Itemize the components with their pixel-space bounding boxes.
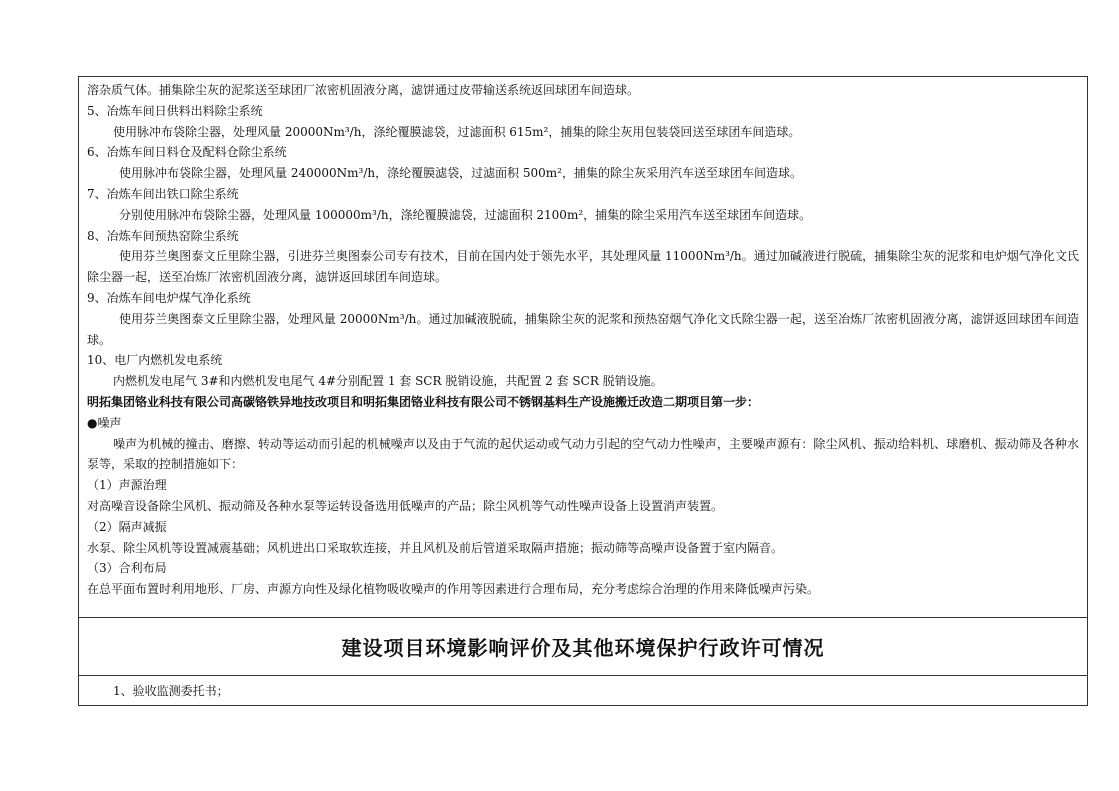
subsection-heading: 9、冶炼车间电炉煤气净化系统 [87,290,251,305]
text-paragraph [87,309,1079,351]
subsection-heading: 8、冶炼车间预热窑除尘系统 [87,228,239,243]
text-line: 内燃机发电尾气 3#和内燃机发电尾气 4#分别配置 1 套 SCR 脱销设施，共配置 2 套 SCR 脱销设施。 [113,374,663,389]
paragraph-text: 使用芬兰奥图泰文丘里除尘器，引进芬兰奥图泰公司专有技术，目前在国内处于领先水平，其处理风量 11000Nm³/h。通过加碱液进行脱硫，捕集除尘灰的泥浆和电炉烟气净化文氏除尘器一起，送至冶炼厂浓密机固液分离，滤饼返回球团车间造球。 [87,249,1079,285]
subsection-heading: （3）合利布局 [87,561,167,576]
subsection-heading: 5、冶炼车间日供料出料除尘系统 [87,103,263,118]
text-line: 使用脉冲布袋除尘器，处理风量 20000Nm³/h，涤纶覆膜滤袋，过滤面积 615m²，捕集的除尘灰用包装袋回送至球团车间造球。 [113,124,801,139]
text-line: 对高噪音设备除尘风机、振动筛及各种水泵等运转设备选用低噪声的产品；除尘风机等气动性噪声设备上设置消声装置。 [87,498,724,513]
text-paragraph [87,434,1079,476]
subsection-heading: （1）声源治理 [87,478,167,493]
noise-heading: ●噪声 [87,415,122,430]
attachment-item: 1、验收监测委托书； [113,684,229,698]
text-paragraph [87,246,1079,288]
measures-content-cell [79,77,1087,618]
section-title-cell [79,618,1087,676]
text-line: 使用脉冲布袋除尘器，处理风量 240000Nm³/h，涤纶覆膜滤袋，过滤面积 500m²，捕集的除尘灰采用汽车送至球团车间造球。 [119,166,802,181]
attachment-list-cell [79,676,1087,705]
project-heading: 明拓集团铬业科技有限公司高碳铬铁异地技改项目和明拓集团铬业科技有限公司不锈钢基料生产设施搬迁改造二期项目第一步： [87,394,760,409]
text-line: 水泵、除尘风机等设置减震基础；风机进出口采取软连接，并且风机及前后管道采取隔声措施；振动筛等高噪声设备置于室内隔音。 [87,540,784,555]
paragraph-text: 使用芬兰奥图泰文丘里除尘器，处理风量 20000Nm³/h。通过加碱液脱硫，捕集除尘灰的泥浆和预热窑烟气净化文氏除尘器一起，送至冶炼厂浓密机固液分离，滤饼返回球团车间造球。 [87,311,1079,347]
subsection-heading: （2）隔声减振 [87,519,167,534]
paragraph-text: 噪声为机械的撞击、磨擦、转动等运动而引起的机械噪声以及由于气流的起伏运动或气动力引起的空气动力性噪声，主要噪声源有：除尘风机、振动给料机、球磨机、振动筛及各种水泵等，采取的控制措施如下： [87,436,1079,472]
text-line: 在总平面布置时利用地形、厂房、声源方向性及绿化植物吸收噪声的作用等因素进行合理布局，充分考虑综合治理的作用来降低噪声污染。 [87,582,820,597]
text-line: 分别使用脉冲布袋除尘器，处理风量 100000m³/h，涤纶覆膜滤袋，过滤面积 2100m²，捕集的除尘采用汽车送至球团车间造球。 [119,207,812,222]
subsection-heading: 7、冶炼车间出铁口除尘系统 [87,186,239,201]
section-title: 建设项目环境影响评价及其他环境保护行政许可情况 [341,636,825,660]
subsection-heading: 10、电厂内燃机发电系统 [87,353,223,368]
document-table [78,76,1088,706]
subsection-heading: 6、冶炼车间日料仓及配料仓除尘系统 [87,145,287,160]
text-line: 溶杂质气体。捕集除尘灰的泥浆送至球团厂浓密机固液分离，滤饼通过皮带输送系统返回球团车间造球。 [87,83,640,97]
